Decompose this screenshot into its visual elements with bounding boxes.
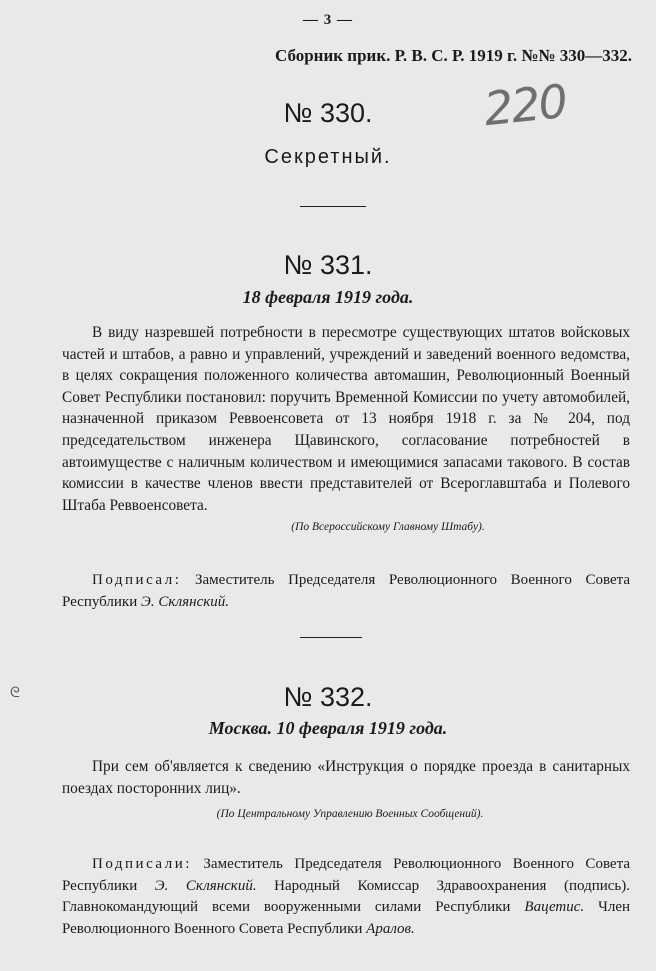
signed-text: Заместитель Председателя Революционного Военного Совета Республики (62, 856, 630, 894)
order-331-signature (62, 570, 630, 613)
margin-mark: ᘓ (10, 686, 20, 701)
order-331-text: В виду назревшей потребности в пересмотре существующих штатов войсковых частей и штабов, а равно и управлений, учреждений и заведений военного ведомства, в целях сокращения положенного количества автомашин, Революционный Военный Совет Республики постановил: поручить Временной Комиссии по учету автомобилей, назначенной приказом Реввоенсовета от 13 ноября 1918 г. за № 204, под председательством инженера Щавинского, согласование потребностей в автоимуществе с наличным количеством и имеющимися запасами такового. В состав комиссии в качестве членов ввести представителей от Всероглавштаба и Полевого Штаба Реввоенсовета. (62, 324, 630, 514)
order-332-text: При сем об'является к сведению «Инструкция о порядке проезда в санитарных поездах посторонних лиц». (62, 758, 630, 797)
signed-text: Заместитель Председателя Революционного Военного Совета Республики (62, 572, 630, 610)
order-332-signature (62, 854, 630, 940)
order-332-date: Москва. 10 февраля 1919 года. (208, 718, 448, 738)
order-331-date: 18 февраля 1919 года. (242, 287, 414, 307)
order-331-source: (По Всероссийскому Главному Штабу). (291, 521, 485, 533)
divider (300, 637, 362, 638)
handwritten-number: 220 (481, 73, 569, 137)
signed-name: Э. Склянский. (154, 877, 257, 894)
order-330-classification: Секретный. (264, 146, 392, 168)
order-330-number: № 330. (283, 98, 373, 128)
order-332-number: № 332. (283, 682, 373, 712)
signed-label: Подписали: (92, 856, 192, 872)
divider (300, 206, 366, 207)
signed-text: Народный Комиссар Здравоохранения (подпись). Главнокомандующий всеми вооруженными силами Республики (62, 877, 631, 916)
order-331-number: № 331. (283, 250, 373, 280)
order-332-source: (По Центральному Управлению Военных Сообщений). (216, 808, 484, 820)
page-number: — 3 — (303, 12, 353, 28)
signed-name: Вацетис. (524, 899, 585, 916)
signed-name: Э. Склянский. (141, 593, 230, 610)
signed-text: Член Революционного Военного Совета Республики (62, 899, 631, 937)
signed-label: Подписал: (92, 572, 182, 588)
signed-name: Аралов. (366, 920, 415, 937)
running-header: Сборник прик. Р. В. С. Р. 1919 г. №№ 330—332. (274, 46, 632, 65)
